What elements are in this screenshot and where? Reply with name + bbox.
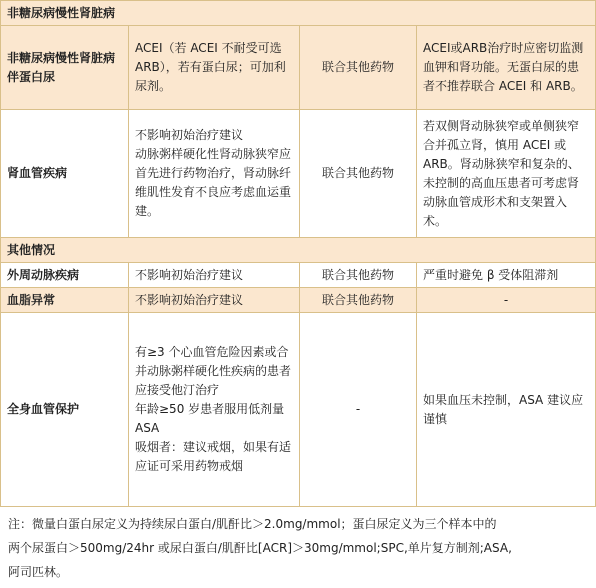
row-combination: 联合其他药物 — [300, 26, 417, 110]
row-combination: 联合其他药物 — [300, 110, 417, 238]
row-recommendation: 不影响初始治疗建议 — [129, 263, 300, 288]
row-recommendation: 有≥3 个心血管危险因素或合并动脉粥样硬化性疾病的患者应接受他汀治疗 年龄≥50 岁患者服用低剂量 ASA 吸烟者：建议戒烟，如果有适应证可采用药物戒烟 — [129, 313, 300, 507]
table-row-proteinuria — [1, 26, 596, 110]
table-row-pad — [1, 263, 596, 288]
row-notes: 若双侧肾动脉狭窄或单侧狭窄合并孤立肾，慎用 ACEI 或 ARB。肾动脉狭窄和复杂的、未控制的高血压患者可考虑肾动脉血管成形术和支架置入术。 — [417, 110, 596, 238]
row-recommendation: 不影响初始治疗建议 — [129, 288, 300, 313]
table-row-vascular-protection — [1, 313, 596, 507]
section-header-ckd — [1, 1, 596, 26]
row-category: 肾血管疾病 — [1, 110, 129, 238]
row-category: 全身血管保护 — [1, 313, 129, 507]
row-combination: - — [300, 313, 417, 507]
row-recommendation: 不影响初始治疗建议 动脉粥样硬化性肾动脉狭窄应首先进行药物治疗，肾动脉纤维肌性发育不良应考虑血运重建。 — [129, 110, 300, 238]
row-category: 外周动脉疾病 — [1, 263, 129, 288]
row-notes: ACEI或ARB治疗时应密切监测血钾和肾功能。无蛋白尿的患者不推荐联合 ACEI 和 ARB。 — [417, 26, 596, 110]
row-category: 血脂异常 — [1, 288, 129, 313]
row-combination: 联合其他药物 — [300, 288, 417, 313]
table-footnote: 注：微量白蛋白尿定义为持续尿白蛋白/肌酐比＞2.0mg/mmol；蛋白尿定义为三个样本中的 两个尿蛋白＞500mg/24hr 或尿白蛋白/肌酐比[ACR]＞30mg/mmol;SPC,单片复方制剂;ASA, 阿司匹林。 — [8, 517, 512, 579]
row-notes: - — [417, 288, 596, 313]
row-combination: 联合其他药物 — [300, 263, 417, 288]
table-row-renovascular — [1, 110, 596, 238]
section-header-other — [1, 238, 596, 263]
row-notes: 如果血压未控制，ASA 建议应谨慎 — [417, 313, 596, 507]
section-title-other: 其他情况 — [1, 238, 596, 263]
table-row-dyslipidemia — [1, 288, 596, 313]
row-category: 非糖尿病慢性肾脏病伴蛋白尿 — [1, 26, 129, 110]
row-recommendation: ACEI（若 ACEI 不耐受可选 ARB），若有蛋白尿；可加利尿剂。 — [129, 26, 300, 110]
section-title-ckd: 非糖尿病慢性肾脏病 — [1, 1, 596, 26]
row-notes: 严重时避免 β 受体阻滞剂 — [417, 263, 596, 288]
